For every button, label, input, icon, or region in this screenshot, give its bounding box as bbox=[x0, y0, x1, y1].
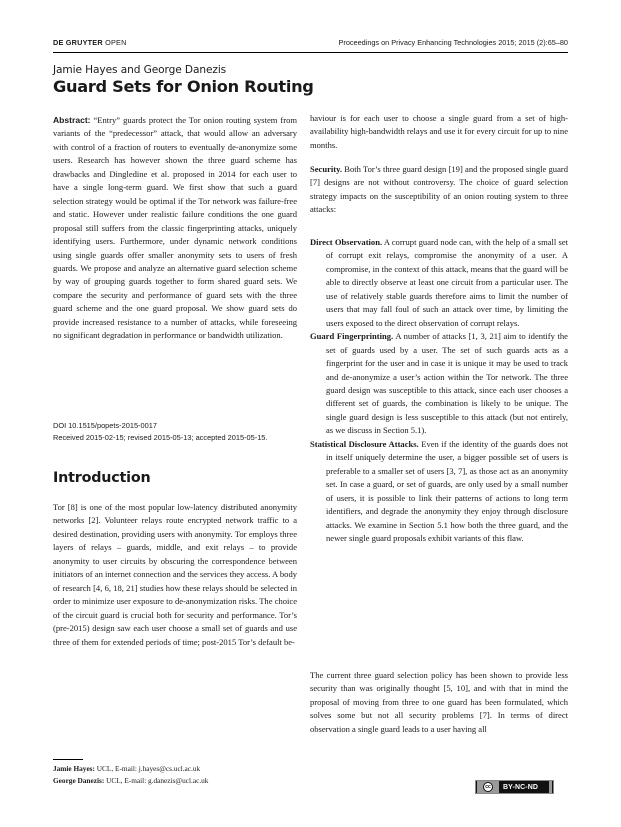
license-label: BY-NC-ND bbox=[503, 783, 539, 791]
attack-label: Statistical Disclosure Attacks. bbox=[310, 438, 419, 449]
journal-citation: Proceedings on Privacy Enhancing Technologies 2015; 2015 (2):65–80 bbox=[338, 38, 568, 47]
paper-authors: Jamie Hayes and George Danezis bbox=[53, 64, 227, 76]
attack-description: Even if the identity of the guards does not in itself uniquely determine the user, a bigger possible set of users is preferable to a smaller set of users [3, 7], as those act as an anonymity set. In case a guard, or set of guards, are only used by a small number of users, it is possible to link their patterns of actions to long term identifiers, and degrade the anonymity they enjoy through disclosure attacks. We examine in Section 5.1 how both the three guard, and the newer single guard proposals exhibit variants of this flaw. bbox=[326, 438, 568, 543]
security-label: Security. bbox=[310, 164, 343, 174]
article-meta bbox=[53, 420, 267, 444]
footnote-author-affiliation: UCL, E-mail: g.danezis@ucl.ac.uk bbox=[104, 775, 209, 785]
doi-link[interactable]: DOI 10.1515/popets-2015-0017 bbox=[53, 421, 157, 430]
footnote-author-name: George Danezis: bbox=[53, 775, 105, 785]
author-footnotes bbox=[53, 763, 208, 786]
intro-paragraph: Tor [8] is one of the most popular low-latency distributed anonymity networks [2]. Volunteer relays route encrypted network traffic to a desired destination, providing users with anonymity. Tor employs three layers of relays – guards, middle, and exit relays – to provide anonymity to user circuits by obscuring the correspondence between initiators of an internet connection and the services they access. A body of research [4, 6, 18, 21] studies how these relays should be selected in order to minimize user exposure to de-anonymization risks. The choice of the circuit guard is crucial both for security and performance. Tor’s (pre-2015) design saw each user choose a small set of guards and use three of them for extended periods of time; post-2015 Tor’s default be- bbox=[53, 502, 297, 647]
footnote-author-2 bbox=[53, 775, 208, 787]
attack-label: Guard Fingerprinting. bbox=[310, 331, 394, 342]
footnote-rule bbox=[53, 759, 83, 760]
abstract-text: “Entry” guards protect the Tor onion routing system from variants of the “predecessor” attack, that would allow an adversary with control of a fraction of routers to eventually de-anonymize some users. Research has however shown the three guard scheme has drawbacks and Dingledine et al. proposed in 2014 for each user to have a single long-term guard. We first show that such a guard selection strategy would be optimal if the Tor network was failure-free and static. However under realistic failure conditions the one guard proposal still suffers from the classic fingerprinting attacks, uniquely identifying users. Furthermore, under dynamic network conditions using single guards offer smaller anonymity sets to users of fresh guards. We propose and analyze an alternative guard selection scheme by way of grouping guards together to form shared guard sets. We compare the security and performance of guard sets with the three guard scheme and the one guard proposal. We show guard sets do provide increased resistance to a number of attacks, while foreseeing no significant degradation in performance or bandwidth utilization. bbox=[53, 115, 297, 341]
security-text: Both Tor’s three guard design [19] and the proposed single guard [7] designs are not without controversy. The choice of guard selection strategy impacts on the susceptibility of an onion routing system to three attacks: bbox=[310, 164, 568, 215]
security-paragraph bbox=[310, 163, 568, 217]
cc-logo-panel bbox=[477, 781, 499, 793]
footnote-author-name: Jamie Hayes: bbox=[53, 764, 95, 773]
attack-item-guard-fingerprinting bbox=[310, 330, 568, 438]
attack-description: A corrupt guard node can, with the help of a small set of corrupt exit relays, compromise the anonymity of a user. A compromise, in the context of this attack, means that the guard will be able to directly observe at least one circuit from a particular user. The use of relatively stable guards therefore aims to limit the number of users that may fall foul of such an attack over time, by limiting the users exposed to the direct observation of corrupt relays. bbox=[326, 237, 568, 328]
creative-commons-icon: cc bbox=[483, 782, 493, 792]
intro-paragraph-continued: haviour is for each user to choose a single guard from a set of high-availability high-bandwidth relays and use it for every circuit for up to nine months. bbox=[310, 113, 568, 150]
footnote-author-1 bbox=[53, 763, 208, 775]
publisher-name bbox=[53, 38, 127, 47]
section-heading-introduction: Introduction bbox=[53, 470, 151, 486]
abstract bbox=[53, 114, 297, 343]
header-rule bbox=[53, 52, 568, 53]
abstract-label: Abstract: bbox=[53, 115, 91, 125]
attack-item-direct-observation bbox=[310, 236, 568, 330]
attack-label: Direct Observation. bbox=[310, 237, 383, 247]
running-header bbox=[53, 37, 568, 51]
attack-list bbox=[310, 236, 568, 545]
license-badge-edge bbox=[549, 781, 552, 793]
license-badge[interactable] bbox=[475, 780, 554, 794]
article-dates: Received 2015-02-15; revised 2015-05-13; accepted 2015-05-15. bbox=[53, 433, 268, 442]
attack-item-statistical-disclosure bbox=[310, 438, 568, 546]
attack-description: A number of attacks [1, 3, 21] aim to identify the set of guards used by a user. The set of such guards acts as a fingerprint for the user and in case it is unique it may be used to track and de-anonymize a user’s action within the Tor network. The three guard design was susceptible to this attack, since each user chooses a different set of guards, the combination is likely to be unique. The single guard design is less susceptible to this attack (but not entirely, as we discuss in Section 5.1). bbox=[326, 331, 568, 436]
publisher-rest: OPEN bbox=[102, 38, 127, 47]
guard-policy-paragraph: The current three guard selection policy has been shown to provide less security than was originally thought [5, 10], and with that in mind the proposal of moving from three to one guard has been formulated, which solves some but not all security problems [7]. In terms of direct observation a single guard leads to a user having all bbox=[310, 670, 568, 734]
footnote-author-affiliation: UCL, E-mail: j.hayes@cs.ucl.ac.uk bbox=[94, 764, 201, 773]
paper-title: Guard Sets for Onion Routing bbox=[53, 77, 314, 96]
publisher-bold: DE GRUYTER bbox=[53, 38, 103, 47]
